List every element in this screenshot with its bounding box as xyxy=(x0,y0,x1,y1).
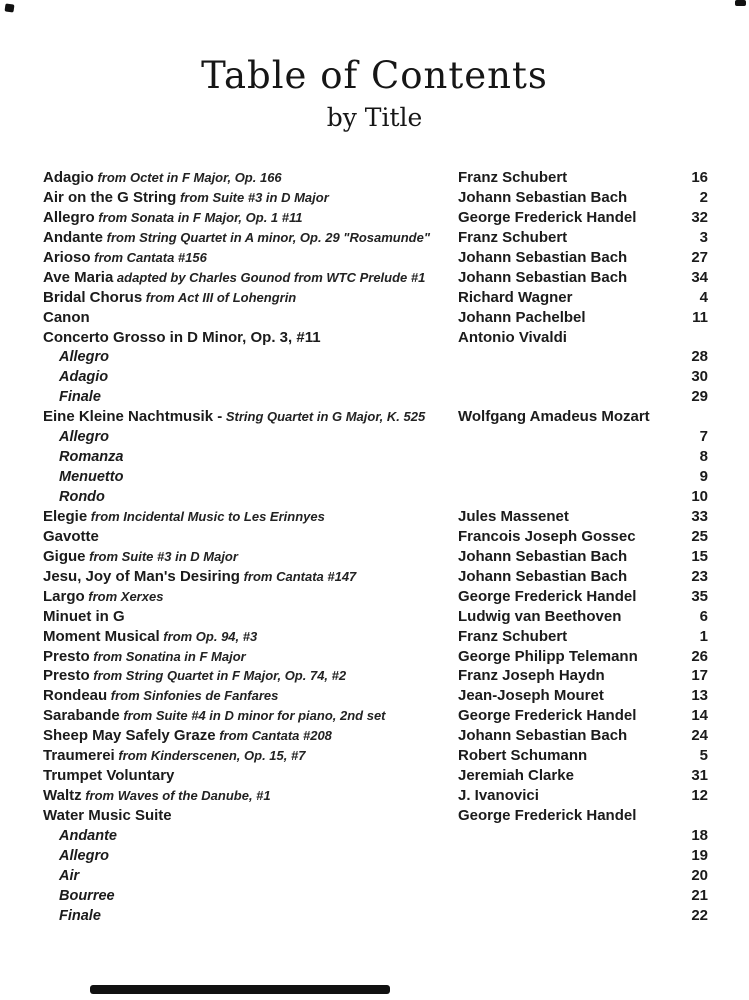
entry-composer: Franz Joseph Haydn xyxy=(458,667,605,685)
entry-title-cell xyxy=(43,268,458,288)
entry-composer: Wolfgang Amadeus Mozart xyxy=(458,408,650,426)
entry-composer: Johann Sebastian Bach xyxy=(458,547,628,565)
entry-page: 30 xyxy=(691,368,708,386)
entry-title-cell xyxy=(43,627,458,647)
entry-composer: George Philipp Telemann xyxy=(458,647,638,665)
toc-row xyxy=(0,746,749,766)
entry-page: 7 xyxy=(699,428,708,446)
entry-detail: from String Quartet in F Major, Op. 74, #2 xyxy=(89,668,347,684)
toc-row xyxy=(0,527,749,547)
entry-page: 18 xyxy=(691,826,708,844)
entry-composer: Franz Schubert xyxy=(458,169,568,186)
entry-page: 28 xyxy=(691,348,708,366)
entry-title: Presto xyxy=(43,667,90,685)
entry-page: 8 xyxy=(699,448,708,466)
entry-title: Rondo xyxy=(59,489,105,505)
entry-composer: Johann Sebastian Bach xyxy=(458,727,628,745)
entry-title: Gavotte xyxy=(43,527,99,545)
entry-title-cell xyxy=(43,567,458,587)
entry-page: 20 xyxy=(691,866,708,884)
entry-page: 16 xyxy=(691,169,708,186)
entry-composer: Johann Pachelbel xyxy=(458,308,586,326)
toc-row xyxy=(0,248,749,268)
entry-composer: George Frederick Handel xyxy=(458,707,637,725)
entry-detail: from Sonatina in F Major xyxy=(89,648,246,664)
entry-title: Elegie xyxy=(43,507,88,525)
toc-row xyxy=(0,467,749,487)
toc-row xyxy=(0,328,749,348)
entry-title: Largo xyxy=(43,587,85,605)
entry-composer: Ludwig van Beethoven xyxy=(458,607,622,625)
entry-page: 33 xyxy=(691,507,708,525)
entry-title: Eine Kleine Nachtmusik - xyxy=(43,408,223,426)
entry-page: 26 xyxy=(691,647,708,665)
entry-title-cell xyxy=(43,786,458,806)
toc-row xyxy=(0,367,749,387)
toc-row xyxy=(0,627,749,647)
toc-row xyxy=(0,846,749,866)
entry-detail: from Xerxes xyxy=(84,588,164,604)
entry-page: 25 xyxy=(691,527,708,545)
page-header xyxy=(0,0,749,132)
toc-row xyxy=(0,587,749,607)
entry-page: 12 xyxy=(691,787,708,805)
entry-title: Allegro xyxy=(59,349,109,366)
toc-row xyxy=(0,567,749,587)
entry-detail: from Cantata #156 xyxy=(90,249,207,265)
entry-title: Allegro xyxy=(59,429,109,446)
entry-detail: from Act III of Lohengrin xyxy=(142,289,297,305)
entry-composer: J. Ivanovici xyxy=(458,787,539,805)
toc-row xyxy=(0,228,749,248)
entry-composer: Robert Schumann xyxy=(458,747,588,765)
entry-detail: from Sinfonies de Fanfares xyxy=(107,688,279,704)
entry-composer: Francois Joseph Gossec xyxy=(458,527,636,545)
entry-title-cell xyxy=(43,866,474,887)
entry-composer: Johann Sebastian Bach xyxy=(458,268,628,286)
entry-title-cell xyxy=(43,427,474,448)
entry-page: 6 xyxy=(699,607,708,625)
entry-detail: from Octet in F Major, Op. 166 xyxy=(93,170,282,185)
toc-row xyxy=(0,906,749,926)
entry-page: 3 xyxy=(699,228,708,246)
entry-composer: George Frederick Handel xyxy=(458,208,637,226)
toc-row xyxy=(0,607,749,627)
entry-page: 22 xyxy=(691,906,708,924)
entry-page: 9 xyxy=(699,468,708,486)
entry-title-cell xyxy=(43,407,458,427)
entry-title: Water Music Suite xyxy=(43,807,172,824)
toc-row xyxy=(0,686,749,706)
toc-row xyxy=(0,407,749,427)
entry-title: Concerto Grosso in D Minor, Op. 3, #11 xyxy=(43,328,321,346)
entry-page: 4 xyxy=(699,288,708,306)
entry-page: 11 xyxy=(692,308,708,326)
entry-title-cell xyxy=(43,647,458,667)
entry-title: Bourree xyxy=(59,887,115,904)
entry-title-cell xyxy=(43,746,458,766)
entry-title-cell xyxy=(43,347,474,368)
entry-title-cell xyxy=(43,447,474,468)
entry-title: Adagio xyxy=(43,169,94,186)
entry-composer: Franz Schubert xyxy=(458,228,568,246)
entry-title: Jesu, Joy of Man's Desiring xyxy=(43,567,240,585)
entry-detail: from Cantata #147 xyxy=(239,568,357,584)
toc-row xyxy=(0,786,749,806)
entry-title-cell xyxy=(43,328,458,348)
entry-title: Sarabande xyxy=(43,707,120,725)
entry-title-cell xyxy=(43,806,458,826)
entry-title-cell xyxy=(43,507,458,527)
entry-page: 1 xyxy=(699,627,708,645)
entry-title: Moment Musical xyxy=(43,627,160,645)
entry-page: 5 xyxy=(699,747,708,765)
entry-detail: String Quartet in G Major, K. 525 xyxy=(222,409,426,425)
entry-page: 23 xyxy=(691,567,708,585)
entry-title: Air xyxy=(59,867,80,884)
toc-row xyxy=(0,268,749,288)
entry-title-cell xyxy=(43,666,458,686)
entry-composer: Johann Sebastian Bach xyxy=(458,248,628,266)
entry-page: 32 xyxy=(691,208,708,226)
entry-page: 17 xyxy=(691,667,708,685)
toc-row xyxy=(0,866,749,886)
entry-page: 34 xyxy=(691,268,708,286)
entry-title: Finale xyxy=(59,389,101,406)
entry-title: Adagio xyxy=(59,369,109,386)
entry-detail: from Suite #4 in D minor for piano, 2nd set xyxy=(119,708,386,724)
entry-title-cell xyxy=(43,826,474,847)
toc-row xyxy=(0,427,749,447)
entry-title-cell xyxy=(43,766,458,786)
toc-row xyxy=(0,806,749,826)
toc-row xyxy=(0,726,749,746)
entry-title: Trumpet Voluntary xyxy=(43,767,175,785)
toc-row xyxy=(0,447,749,467)
entry-title: Rondeau xyxy=(43,687,108,705)
entry-page: 15 xyxy=(691,547,708,565)
entry-title-cell xyxy=(43,387,474,408)
entry-page: 29 xyxy=(691,388,708,406)
entry-title: Finale xyxy=(59,907,101,924)
entry-title-cell xyxy=(43,308,458,328)
entry-title-cell xyxy=(43,288,458,308)
entry-title: Arioso xyxy=(43,248,91,266)
entry-title-cell xyxy=(43,587,458,607)
entry-composer: Johann Sebastian Bach xyxy=(458,188,628,206)
entry-title: Romanza xyxy=(59,449,124,466)
entry-composer: Antonio Vivaldi xyxy=(458,328,567,346)
entry-page: 13 xyxy=(691,687,708,705)
scan-artifact-bottom-bar xyxy=(90,985,390,994)
entry-page: 2 xyxy=(699,188,708,206)
entry-page: 14 xyxy=(691,707,708,725)
toc-row xyxy=(0,886,749,906)
entry-composer: George Frederick Handel xyxy=(458,807,637,824)
entry-title-cell xyxy=(43,467,474,488)
entry-composer: Jules Massenet xyxy=(458,507,569,525)
entry-detail: from Suite #3 in D Major xyxy=(85,548,238,564)
entry-title-cell xyxy=(43,547,458,567)
entry-title: Waltz xyxy=(43,787,82,805)
entry-detail: from Cantata #208 xyxy=(215,728,332,744)
entry-title-cell xyxy=(43,248,458,268)
entry-title: Traumerei xyxy=(43,747,115,765)
entry-title: Allegro xyxy=(59,847,109,864)
page-title: Table of Contents xyxy=(201,54,548,97)
entry-composer: Jeremiah Clarke xyxy=(458,767,574,785)
entry-title-cell xyxy=(43,706,458,726)
entry-page: 19 xyxy=(691,846,708,864)
entry-title-cell xyxy=(43,906,474,927)
entry-composer: George Frederick Handel xyxy=(458,587,637,605)
entry-title: Sheep May Safely Graze xyxy=(43,727,216,745)
entry-title: Canon xyxy=(43,308,90,326)
entry-composer: Richard Wagner xyxy=(458,288,573,306)
entry-title-cell xyxy=(43,487,474,508)
entry-title: Menuetto xyxy=(59,469,124,486)
toc-row xyxy=(0,168,749,188)
entry-title: Andante xyxy=(59,827,117,844)
toc-row xyxy=(0,507,749,527)
entry-title: Gigue xyxy=(43,547,86,565)
entry-title-cell xyxy=(43,846,474,867)
entry-composer: Jean-Joseph Mouret xyxy=(458,687,604,705)
entry-detail: from Waves of the Danube, #1 xyxy=(81,788,271,804)
entry-title: Ave Maria xyxy=(43,268,114,286)
toc-row xyxy=(0,826,749,846)
entry-title-cell xyxy=(43,208,458,228)
entry-title-cell xyxy=(43,607,458,627)
entry-title-cell xyxy=(43,686,458,706)
entry-detail: from String Quartet in A minor, Op. 29 "Rosamunde" xyxy=(103,229,431,245)
toc-row xyxy=(0,487,749,507)
toc-row xyxy=(0,347,749,367)
entry-title: Andante xyxy=(43,228,103,246)
toc-row xyxy=(0,208,749,228)
toc-row xyxy=(0,188,749,208)
toc-row xyxy=(0,706,749,726)
entry-detail: from Kinderscenen, Op. 15, #7 xyxy=(114,748,306,764)
entry-title-cell xyxy=(43,168,458,188)
entry-detail: adapted by Charles Gounod from WTC Prelude #1 xyxy=(113,269,426,285)
entry-title: Minuet in G xyxy=(43,607,125,625)
entry-title: Air on the G String xyxy=(43,188,177,206)
entry-page: 31 xyxy=(691,767,708,785)
toc-row xyxy=(0,387,749,407)
toc-row xyxy=(0,647,749,667)
entry-page: 21 xyxy=(691,886,708,904)
entry-page: 27 xyxy=(691,248,708,266)
entry-composer: Johann Sebastian Bach xyxy=(458,567,628,585)
entry-title-cell xyxy=(43,228,458,248)
entry-title-cell xyxy=(43,726,458,746)
toc-row xyxy=(0,766,749,786)
entry-title: Allegro xyxy=(43,208,95,226)
toc-row xyxy=(0,288,749,308)
entry-detail: from Sonata in F Major, Op. 1 #11 xyxy=(94,209,303,225)
toc-row xyxy=(0,666,749,686)
entry-page: 24 xyxy=(691,727,708,745)
entry-detail: from Op. 94, #3 xyxy=(159,628,258,644)
entry-title-cell xyxy=(43,886,474,907)
toc-row xyxy=(0,308,749,328)
entry-title: Bridal Chorus xyxy=(43,288,143,306)
entry-title-cell xyxy=(43,527,458,547)
entry-title-cell xyxy=(43,188,458,208)
entry-title-cell xyxy=(43,367,474,388)
entry-title: Presto xyxy=(43,647,90,665)
toc-list xyxy=(0,168,749,926)
entry-detail: from Incidental Music to Les Erinnyes xyxy=(87,508,325,524)
entry-page: 35 xyxy=(691,587,708,605)
entry-page: 10 xyxy=(691,488,708,505)
toc-row xyxy=(0,547,749,567)
page-subtitle: by Title xyxy=(326,103,423,132)
entry-detail: from Suite #3 in D Major xyxy=(176,189,329,205)
entry-composer: Franz Schubert xyxy=(458,627,568,645)
